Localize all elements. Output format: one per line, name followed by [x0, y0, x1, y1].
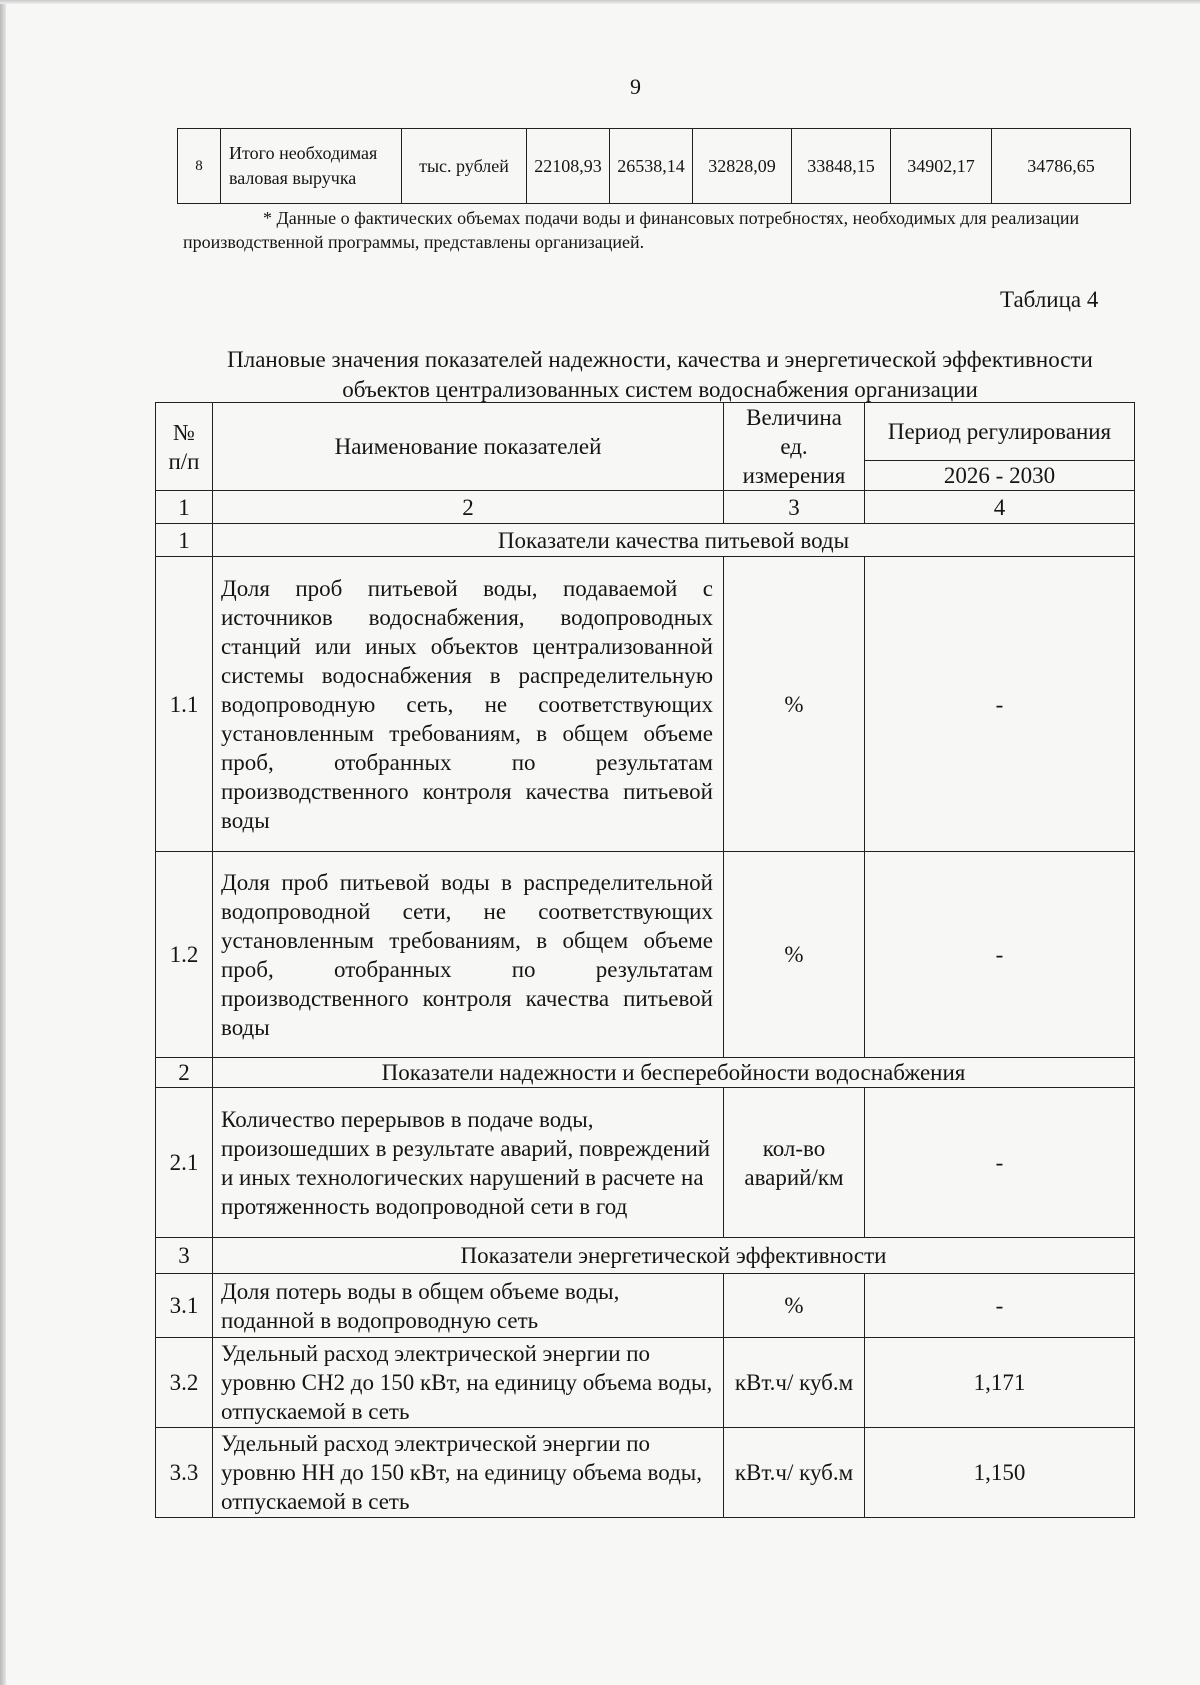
table-row — [156, 1338, 1135, 1428]
column-number: 3 — [724, 491, 865, 524]
row-number: 3.1 — [156, 1274, 213, 1338]
header-period: Период регулирования — [865, 403, 1135, 461]
value-cell: 32828,09 — [693, 129, 792, 204]
section-title: Показатели качества питьевой воды — [213, 524, 1135, 557]
row-name: Итого необходимая валовая выручка — [221, 129, 402, 204]
table-row — [156, 852, 1135, 1058]
row-name: Удельный расход электрической энергии по уровню НН до 150 кВт, на единицу объема воды, отпускаемой в сеть — [213, 1428, 724, 1518]
row-unit: кВт.ч/ куб.м — [724, 1428, 865, 1518]
row-name: Доля проб питьевой воды в распределительной водопроводной сети, не соответствующих установленным требованиям, в общем объеме проб, отобранных по результатам производственного контроля качества питьевой воды — [213, 852, 724, 1058]
row-name: Доля проб питьевой воды, подаваемой с источников водоснабжения, водопроводных станций или иных объектов централизованной системы водоснабжения в распределительную водопроводную сеть, не соответствующих установленным требованиям, в общем объеме проб, отобранных по результатам производственного контроля качества питьевой воды — [213, 557, 724, 852]
column-number: 4 — [865, 491, 1135, 524]
column-numbers-row — [156, 491, 1135, 524]
section-number: 2 — [156, 1058, 213, 1088]
value-cell: 22108,93 — [527, 129, 610, 204]
row-number: 3.2 — [156, 1338, 213, 1428]
row-value: - — [865, 1088, 1135, 1238]
footnote: * Данные о фактических объемах подачи воды и финансовых потребностях, необходимых для реализации производственной программы, представлены организацией. — [183, 208, 1080, 252]
header-row — [156, 403, 1135, 461]
row-value: - — [865, 557, 1135, 852]
value-cell: 34902,17 — [891, 129, 992, 204]
row-unit: % — [724, 1274, 865, 1338]
row-number: 1.1 — [156, 557, 213, 852]
scan-edge — [0, 0, 6, 1685]
section-number: 1 — [156, 524, 213, 557]
row-name: Удельный расход электрической энергии по уровню СН2 до 150 кВт, на единицу объема воды, отпускаемой в сеть — [213, 1338, 724, 1428]
column-number: 2 — [213, 491, 724, 524]
page-number: 9 — [630, 74, 641, 99]
table-row — [156, 1428, 1135, 1518]
header-num: № п/п — [156, 403, 213, 491]
header-unit: Величина ед. измерения — [724, 403, 865, 491]
row-number: 8 — [178, 129, 221, 204]
row-name: Количество перерывов в подаче воды, произошедших в результате аварий, повреждений и иных технологических нарушений в расчете на протяженность водопроводной сети в год — [213, 1088, 724, 1238]
section-row — [156, 1238, 1135, 1274]
table-row — [156, 557, 1135, 852]
section-number: 3 — [156, 1238, 213, 1274]
row-number: 1.2 — [156, 852, 213, 1058]
table-row — [156, 1274, 1135, 1338]
row-unit: % — [724, 852, 865, 1058]
table-label: Таблица 4 — [1000, 287, 1099, 312]
row-unit: кВт.ч/ куб.м — [724, 1338, 865, 1428]
section-title: Показатели энергетической эффективности — [213, 1238, 1135, 1274]
table-row — [156, 1088, 1135, 1238]
row-value: 1,150 — [865, 1428, 1135, 1518]
row-unit: % — [724, 557, 865, 852]
section-row — [156, 524, 1135, 557]
scan-top-edge — [0, 0, 1200, 4]
column-number: 1 — [156, 491, 213, 524]
indicators-table — [155, 402, 1135, 1518]
header-period-years: 2026 - 2030 — [865, 461, 1135, 491]
header-name: Наименование показателей — [213, 403, 724, 491]
revenue-table — [177, 128, 1131, 204]
row-unit: тыс. рублей — [402, 129, 527, 204]
value-cell: 33848,15 — [792, 129, 891, 204]
row-name: Доля потерь воды в общем объеме воды, поданной в водопроводную сеть — [213, 1274, 724, 1338]
value-cell: 34786,65 — [992, 129, 1131, 204]
table-row — [178, 129, 1131, 204]
value-cell: 26538,14 — [610, 129, 693, 204]
row-number: 3.3 — [156, 1428, 213, 1518]
section-row — [156, 1058, 1135, 1088]
table-caption: Плановые значения показателей надежности, качества и энергетической эффективности объектов централизованных систем водоснабжения организации — [227, 347, 1093, 402]
row-value: - — [865, 852, 1135, 1058]
row-value: - — [865, 1274, 1135, 1338]
section-title: Показатели надежности и бесперебойности водоснабжения — [213, 1058, 1135, 1088]
row-unit: кол-во аварий/км — [724, 1088, 865, 1238]
row-value: 1,171 — [865, 1338, 1135, 1428]
row-number: 2.1 — [156, 1088, 213, 1238]
